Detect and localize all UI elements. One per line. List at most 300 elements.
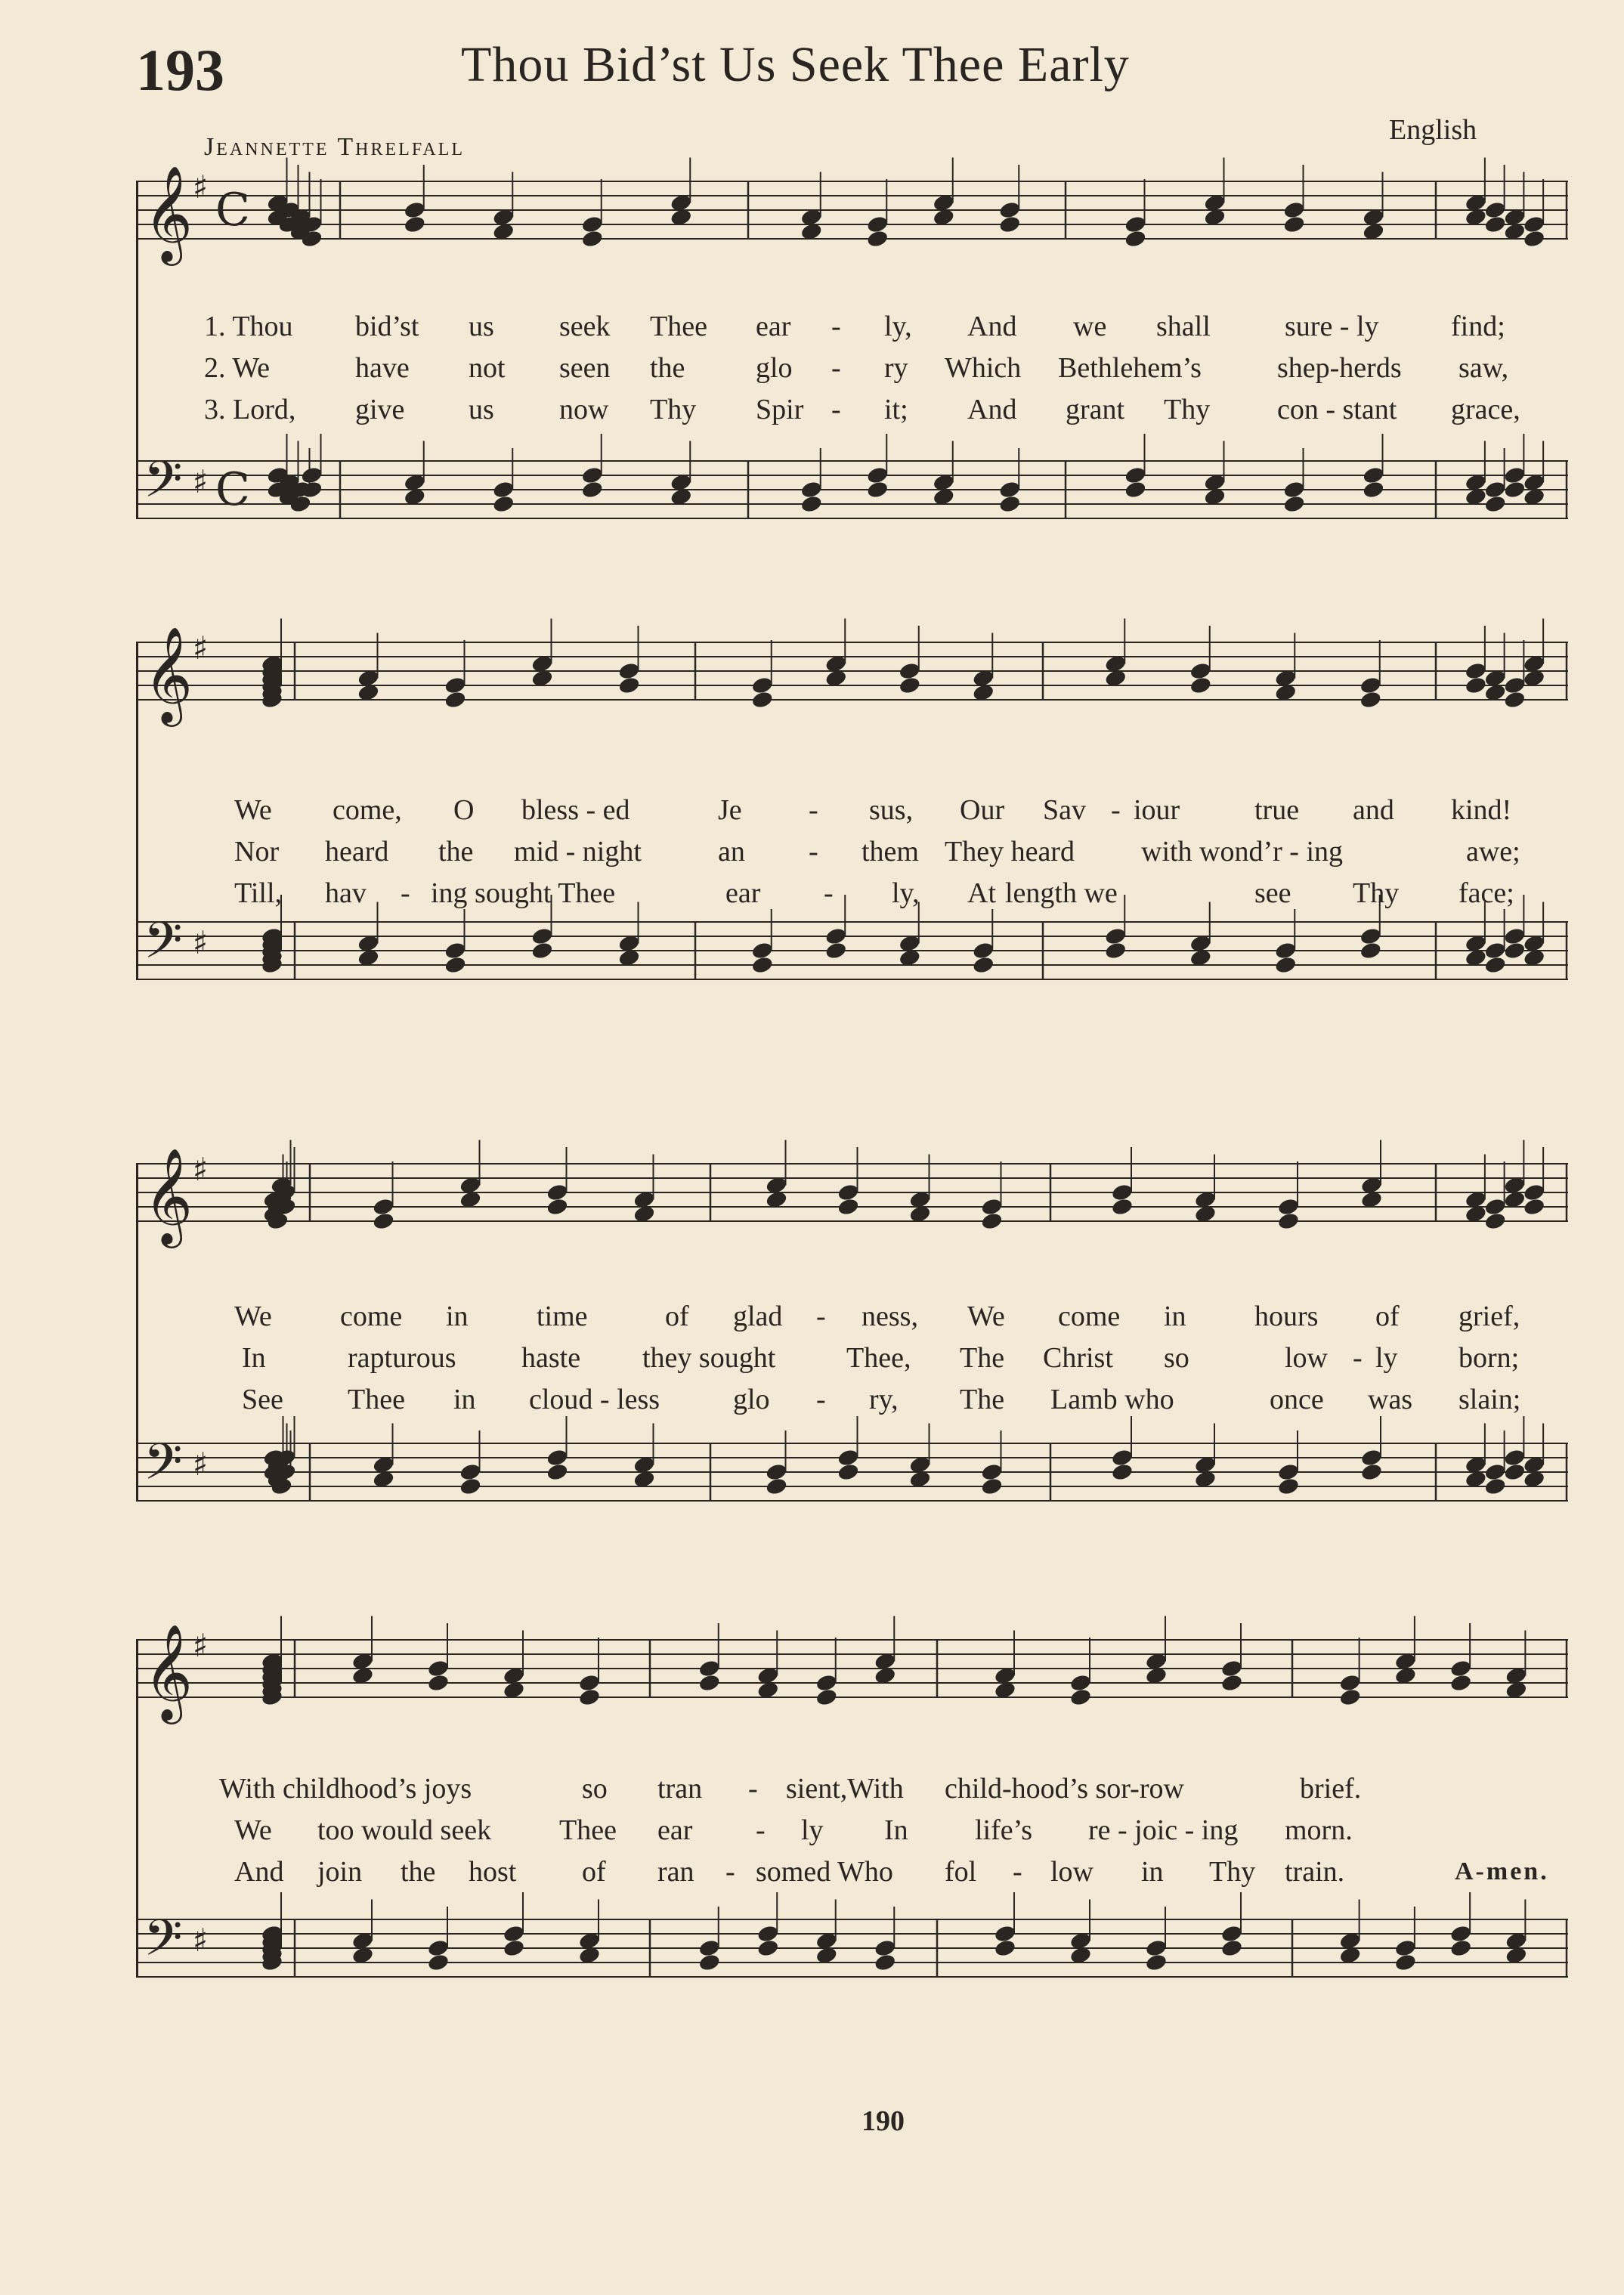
lyric-word: ear bbox=[756, 311, 791, 342]
note-head bbox=[815, 1673, 838, 1693]
note-head bbox=[800, 494, 823, 514]
verse-line bbox=[136, 1341, 1576, 1378]
note-head bbox=[1503, 465, 1527, 485]
verse-line bbox=[136, 1300, 1576, 1336]
note-head bbox=[866, 480, 889, 500]
lyric-word: See bbox=[242, 1384, 283, 1415]
note-head bbox=[1111, 1462, 1134, 1482]
note-head bbox=[459, 1462, 482, 1482]
note-head bbox=[1145, 1953, 1168, 1972]
verse-line bbox=[136, 793, 1576, 830]
note-head bbox=[837, 1183, 860, 1202]
note-head bbox=[1394, 1953, 1418, 1972]
note-head bbox=[1483, 955, 1507, 975]
note-head bbox=[1483, 941, 1507, 960]
lyric-word: Thee, bbox=[846, 1342, 911, 1374]
note-head bbox=[898, 676, 921, 695]
note-head bbox=[1338, 1673, 1362, 1693]
note-head bbox=[800, 480, 823, 500]
note-head bbox=[1449, 1659, 1473, 1678]
sharp-icon: ♯ bbox=[193, 1446, 209, 1483]
note-head bbox=[765, 1462, 788, 1482]
lyric-word: And bbox=[234, 1856, 284, 1888]
lyric-word: - bbox=[1111, 794, 1121, 826]
lyric-word: ear bbox=[657, 1814, 693, 1846]
lyric-word: child-hood’s sor-row bbox=[945, 1773, 1184, 1805]
lyric-word: - bbox=[809, 794, 818, 826]
lyric-word: Bethlehem’s bbox=[1058, 352, 1202, 384]
note-head bbox=[998, 215, 1022, 234]
lyric-word: they sought bbox=[642, 1342, 776, 1374]
note-head bbox=[580, 465, 604, 485]
note-head bbox=[866, 465, 889, 485]
note-head bbox=[756, 1938, 780, 1958]
common-time-icon: C bbox=[215, 463, 250, 516]
note-head bbox=[1483, 1462, 1507, 1482]
note-head bbox=[1483, 1211, 1507, 1231]
note-head bbox=[1069, 1673, 1093, 1693]
sharp-icon: ♯ bbox=[193, 463, 209, 500]
sharp-icon: ♯ bbox=[193, 1151, 209, 1188]
lyric-word: born; bbox=[1459, 1342, 1520, 1374]
note-head bbox=[427, 1953, 450, 1972]
music-system-4 bbox=[136, 1610, 1576, 2033]
note-head bbox=[1111, 1448, 1134, 1468]
lyric-word: with wond’r - ing bbox=[1141, 836, 1344, 868]
author: Jeannette Threlfall bbox=[204, 133, 466, 161]
lyric-word: With childhood’s joys bbox=[219, 1773, 472, 1805]
lyric-word: train. bbox=[1285, 1856, 1345, 1888]
common-time-icon: C bbox=[215, 184, 250, 237]
lyric-word: of bbox=[1375, 1301, 1400, 1332]
lyric-word: was bbox=[1368, 1384, 1413, 1415]
lyric-word: glo bbox=[733, 1384, 770, 1415]
lyric-word: ear bbox=[725, 877, 761, 909]
note-head bbox=[1111, 1197, 1134, 1217]
note-head bbox=[698, 1673, 721, 1693]
note-head bbox=[1360, 1448, 1384, 1468]
lyric-word: - bbox=[401, 877, 410, 909]
lyric-word: see bbox=[1254, 877, 1291, 909]
bass-clef-icon: 𝄢 bbox=[144, 450, 183, 521]
lyric-word: ness, bbox=[861, 1301, 918, 1332]
note-head bbox=[866, 229, 889, 249]
verse-line bbox=[136, 310, 1576, 346]
lyric-word: - bbox=[831, 352, 841, 384]
lyric-word: we bbox=[1073, 311, 1107, 342]
lyric-word: Thee bbox=[559, 1814, 617, 1846]
lyric-word: come bbox=[1058, 1301, 1121, 1332]
lyric-word: the bbox=[438, 836, 474, 868]
note-head bbox=[546, 1462, 569, 1482]
note-head bbox=[1124, 229, 1147, 249]
lyric-word: them bbox=[861, 836, 919, 868]
note-head bbox=[1483, 494, 1507, 514]
lyric-word: Thy bbox=[1209, 1856, 1256, 1888]
note-head bbox=[1449, 1673, 1473, 1693]
lyric-word: Till, bbox=[234, 877, 283, 909]
lyric-word: host bbox=[469, 1856, 517, 1888]
note-head bbox=[837, 1448, 860, 1468]
music-system-1 bbox=[136, 151, 1576, 574]
music-system-2 bbox=[136, 612, 1576, 1035]
note-head bbox=[578, 1673, 602, 1693]
sharp-icon: ♯ bbox=[193, 1627, 209, 1664]
note-head bbox=[1523, 215, 1546, 234]
note-head bbox=[1362, 465, 1385, 485]
lyric-word: Thee bbox=[650, 311, 707, 342]
lyric-word: At bbox=[967, 877, 996, 909]
note-head bbox=[756, 1924, 780, 1944]
lyric-word: have bbox=[355, 352, 410, 384]
note-head bbox=[1483, 1197, 1507, 1217]
lyric-word: ry, bbox=[869, 1384, 899, 1415]
lyric-word: sient,With bbox=[786, 1773, 904, 1805]
lyric-word: - bbox=[824, 877, 834, 909]
note-head bbox=[1362, 480, 1385, 500]
note-head bbox=[427, 1938, 450, 1958]
note-head bbox=[546, 1183, 569, 1202]
lyric-word: seen bbox=[559, 352, 611, 384]
note-head bbox=[372, 1197, 395, 1217]
note-head bbox=[1483, 215, 1507, 234]
lyric-word: bid’st bbox=[355, 311, 419, 342]
lyric-word: The bbox=[960, 1342, 1005, 1374]
lyric-word: Thy bbox=[1164, 394, 1211, 425]
lyric-word: not bbox=[469, 352, 506, 384]
lyric-word: - bbox=[831, 311, 841, 342]
lyric-word: Thy bbox=[1353, 877, 1400, 909]
lyric-word: us bbox=[469, 311, 494, 342]
lyric-word: tran bbox=[657, 1773, 703, 1805]
note-head bbox=[1465, 661, 1488, 681]
note-head bbox=[492, 480, 515, 500]
note-head bbox=[580, 480, 604, 500]
note-head bbox=[444, 941, 467, 960]
lyric-word: it; bbox=[884, 394, 908, 425]
lyric-word: They heard bbox=[945, 836, 1075, 868]
hymn-number: 193 bbox=[136, 37, 224, 103]
lyric-word: somed Who bbox=[756, 1856, 893, 1888]
note-head bbox=[1104, 941, 1128, 960]
note-head bbox=[1359, 926, 1382, 946]
lyric-word: - bbox=[809, 836, 818, 868]
lyric-word: Christ bbox=[1043, 1342, 1113, 1374]
amen-label: A-men. bbox=[1455, 1857, 1549, 1885]
lyric-word: Thee bbox=[348, 1384, 405, 1415]
lyric-word: - bbox=[748, 1773, 758, 1805]
lyric-word: join bbox=[317, 1856, 363, 1888]
note-head bbox=[1483, 480, 1507, 500]
note-head bbox=[1503, 926, 1527, 946]
note-head bbox=[1220, 1924, 1244, 1944]
page-number: 190 bbox=[861, 2105, 905, 2137]
lyric-word: so bbox=[1164, 1342, 1189, 1374]
lyric-word: - bbox=[1013, 1856, 1022, 1888]
note-head bbox=[1111, 1183, 1134, 1202]
note-head bbox=[866, 215, 889, 234]
note-head bbox=[578, 1687, 602, 1707]
music-system-3 bbox=[136, 1134, 1576, 1557]
lyric-word: glad bbox=[733, 1301, 783, 1332]
note-head bbox=[403, 215, 426, 234]
note-head bbox=[1277, 1197, 1301, 1217]
lyric-word: saw, bbox=[1459, 352, 1509, 384]
lyric-word: give bbox=[355, 394, 405, 425]
note-head bbox=[998, 480, 1022, 500]
lyric-word: shep-herds bbox=[1277, 352, 1402, 384]
lyric-word: sure - ly bbox=[1285, 311, 1379, 342]
note-head bbox=[972, 941, 995, 960]
note-head bbox=[750, 676, 774, 695]
note-head bbox=[980, 1197, 1004, 1217]
lyric-word: The bbox=[960, 1384, 1005, 1415]
note-head bbox=[1449, 1938, 1473, 1958]
note-head bbox=[580, 215, 604, 234]
note-head bbox=[427, 1659, 450, 1678]
note-head bbox=[1274, 955, 1298, 975]
note-head bbox=[372, 1211, 395, 1231]
sharp-icon: ♯ bbox=[193, 1922, 209, 1959]
lyric-word: Lamb who bbox=[1050, 1384, 1174, 1415]
treble-clef-icon: 𝄞 bbox=[144, 1623, 193, 1720]
note-head bbox=[994, 1924, 1017, 1944]
lyric-word: bless - ed bbox=[521, 794, 630, 826]
note-head bbox=[1220, 1938, 1244, 1958]
verse-line bbox=[136, 351, 1576, 388]
lyric-word: and bbox=[1353, 794, 1394, 826]
verse-line bbox=[136, 877, 1576, 913]
lyric-word: grief, bbox=[1459, 1301, 1520, 1332]
lyric-word: rapturous bbox=[348, 1342, 456, 1374]
note-head bbox=[1282, 215, 1306, 234]
note-head bbox=[1277, 1462, 1301, 1482]
note-head bbox=[698, 1938, 721, 1958]
lyric-word: Je bbox=[718, 794, 742, 826]
lyric-word: grace, bbox=[1451, 394, 1520, 425]
treble-clef-icon: 𝄞 bbox=[144, 626, 193, 722]
lyric-word: true bbox=[1254, 794, 1300, 826]
lyric-word: sus, bbox=[869, 794, 914, 826]
sharp-icon: ♯ bbox=[193, 924, 209, 961]
note-head bbox=[1220, 1673, 1244, 1693]
lyric-word: ly, bbox=[892, 877, 920, 909]
lyric-word: heard bbox=[325, 836, 389, 868]
lyric-word: an bbox=[718, 836, 745, 868]
note-head bbox=[898, 661, 921, 681]
note-head bbox=[1282, 480, 1306, 500]
note-head bbox=[765, 1477, 788, 1496]
note-head bbox=[1503, 480, 1527, 500]
note-head bbox=[815, 1687, 838, 1707]
lyric-word: in bbox=[1164, 1301, 1186, 1332]
lyric-word: so bbox=[582, 1773, 608, 1805]
lyric-word: In bbox=[884, 1814, 908, 1846]
note-head bbox=[580, 229, 604, 249]
bass-clef-icon: 𝄢 bbox=[144, 1433, 183, 1503]
note-head bbox=[1503, 941, 1527, 960]
note-head bbox=[444, 676, 467, 695]
note-head bbox=[1338, 1687, 1362, 1707]
note-head bbox=[1523, 229, 1546, 249]
note-head bbox=[750, 955, 774, 975]
note-head bbox=[1523, 1197, 1546, 1217]
lyric-word: face; bbox=[1459, 877, 1514, 909]
note-head bbox=[531, 941, 554, 960]
note-head bbox=[1360, 1462, 1384, 1482]
verse-line bbox=[136, 393, 1576, 429]
lyric-word: ry bbox=[884, 352, 908, 384]
lyric-word: - bbox=[1353, 1342, 1363, 1374]
note-head bbox=[1523, 1183, 1546, 1202]
lyric-word: hav bbox=[325, 877, 367, 909]
lyric-word: ly, bbox=[884, 311, 912, 342]
lyric-word: ing sought Thee bbox=[431, 877, 616, 909]
lyric-word: Spir bbox=[756, 394, 804, 425]
lyric-word: Nor bbox=[234, 836, 280, 868]
note-head bbox=[503, 1938, 526, 1958]
note-head bbox=[874, 1953, 897, 1972]
lyric-word: time bbox=[537, 1301, 588, 1332]
note-head bbox=[1277, 1477, 1301, 1496]
treble-clef-icon: 𝄞 bbox=[144, 165, 193, 261]
lyric-word: Sav bbox=[1043, 794, 1086, 826]
note-head bbox=[874, 1938, 897, 1958]
bass-clef-icon: 𝄢 bbox=[144, 1909, 183, 1979]
note-head bbox=[824, 941, 848, 960]
note-head bbox=[698, 1659, 721, 1678]
lyric-word: Thy bbox=[650, 394, 697, 425]
lyric-word: - bbox=[816, 1384, 826, 1415]
note-head bbox=[1274, 941, 1298, 960]
lyric-word: awe; bbox=[1466, 836, 1520, 868]
note-head bbox=[824, 926, 848, 946]
note-head bbox=[1503, 1448, 1527, 1468]
lyric-word: In bbox=[242, 1342, 266, 1374]
note-head bbox=[1145, 1938, 1168, 1958]
note-head bbox=[1503, 676, 1527, 695]
lyric-word: iour bbox=[1134, 794, 1180, 826]
note-head bbox=[444, 955, 467, 975]
lyric-word: length we bbox=[1005, 877, 1118, 909]
verse-line bbox=[136, 1772, 1576, 1808]
lyric-word: We bbox=[234, 1301, 272, 1332]
note-head bbox=[1503, 1462, 1527, 1482]
lyric-word: haste bbox=[521, 1342, 581, 1374]
note-head bbox=[837, 1197, 860, 1217]
bass-clef-icon: 𝄢 bbox=[144, 911, 183, 982]
note-head bbox=[1282, 494, 1306, 514]
lyric-word: of bbox=[665, 1301, 689, 1332]
lyric-word: - bbox=[831, 394, 841, 425]
lyric-word: morn. bbox=[1285, 1814, 1353, 1846]
note-head bbox=[1277, 1211, 1301, 1231]
note-head bbox=[1189, 661, 1212, 681]
note-head bbox=[837, 1462, 860, 1482]
note-head bbox=[980, 1477, 1004, 1496]
note-head bbox=[750, 941, 774, 960]
note-head bbox=[998, 200, 1022, 220]
note-head bbox=[1069, 1687, 1093, 1707]
lyric-word: slain; bbox=[1459, 1384, 1521, 1415]
lyric-word: Which bbox=[945, 352, 1022, 384]
note-head bbox=[1465, 676, 1488, 695]
lyric-word: the bbox=[401, 1856, 436, 1888]
note-head bbox=[459, 1477, 482, 1496]
lyric-word: Our bbox=[960, 794, 1005, 826]
treble-clef-icon: 𝄞 bbox=[144, 1147, 193, 1244]
note-head bbox=[300, 465, 323, 485]
lyric-word: kind! bbox=[1451, 794, 1512, 826]
note-head bbox=[994, 1938, 1017, 1958]
lyric-word: 1. Thou bbox=[204, 311, 293, 342]
lyric-word: con - stant bbox=[1277, 394, 1397, 425]
note-head bbox=[698, 1953, 721, 1972]
lyric-word: And bbox=[967, 311, 1017, 342]
lyric-word: - bbox=[725, 1856, 735, 1888]
lyric-word: low bbox=[1285, 1342, 1328, 1374]
note-head bbox=[1483, 200, 1507, 220]
lyric-word: We bbox=[967, 1301, 1005, 1332]
note-head bbox=[427, 1673, 450, 1693]
lyric-word: 3. Lord, bbox=[204, 394, 296, 425]
sharp-icon: ♯ bbox=[193, 169, 209, 206]
note-head bbox=[1124, 215, 1147, 234]
note-head bbox=[1359, 941, 1382, 960]
lyric-word: grant bbox=[1066, 394, 1125, 425]
verse-line bbox=[136, 835, 1576, 871]
note-head bbox=[980, 1211, 1004, 1231]
note-head bbox=[1483, 1477, 1507, 1496]
note-head bbox=[546, 1197, 569, 1217]
note-head bbox=[503, 1924, 526, 1944]
note-head bbox=[403, 200, 426, 220]
lyric-word: We bbox=[234, 794, 272, 826]
lyric-word: too would seek bbox=[317, 1814, 492, 1846]
lyric-word: in bbox=[453, 1384, 476, 1415]
lyric-word: - bbox=[756, 1814, 766, 1846]
note-head bbox=[1104, 926, 1128, 946]
lyric-word: ly bbox=[1375, 1342, 1398, 1374]
lyric-word: fol bbox=[945, 1856, 977, 1888]
lyric-word: brief. bbox=[1300, 1773, 1362, 1805]
hymn-title: Thou Bid’st Us Seek Thee Early bbox=[461, 37, 1130, 92]
lyric-word: glo bbox=[756, 352, 793, 384]
lyric-word: O bbox=[453, 794, 475, 826]
lyric-word: cloud - less bbox=[529, 1384, 660, 1415]
lyric-word: re - joic - ing bbox=[1088, 1814, 1239, 1846]
verse-line bbox=[136, 1855, 1576, 1891]
lyric-word: We bbox=[234, 1814, 272, 1846]
note-head bbox=[1189, 676, 1212, 695]
lyric-word: low bbox=[1050, 1856, 1093, 1888]
note-head bbox=[750, 690, 774, 710]
note-head bbox=[1449, 1924, 1473, 1944]
lyric-word: come, bbox=[333, 794, 402, 826]
lyric-word: in bbox=[1141, 1856, 1164, 1888]
lyric-word: - bbox=[816, 1301, 826, 1332]
lyric-word: seek bbox=[559, 311, 611, 342]
note-head bbox=[998, 494, 1022, 514]
note-head bbox=[531, 926, 554, 946]
note-head bbox=[617, 676, 641, 695]
sharp-icon: ♯ bbox=[193, 629, 209, 667]
note-head bbox=[444, 690, 467, 710]
lyric-word: us bbox=[469, 394, 494, 425]
lyric-word: mid - night bbox=[514, 836, 642, 868]
note-head bbox=[1503, 690, 1527, 710]
tune-origin: English bbox=[1389, 114, 1477, 146]
